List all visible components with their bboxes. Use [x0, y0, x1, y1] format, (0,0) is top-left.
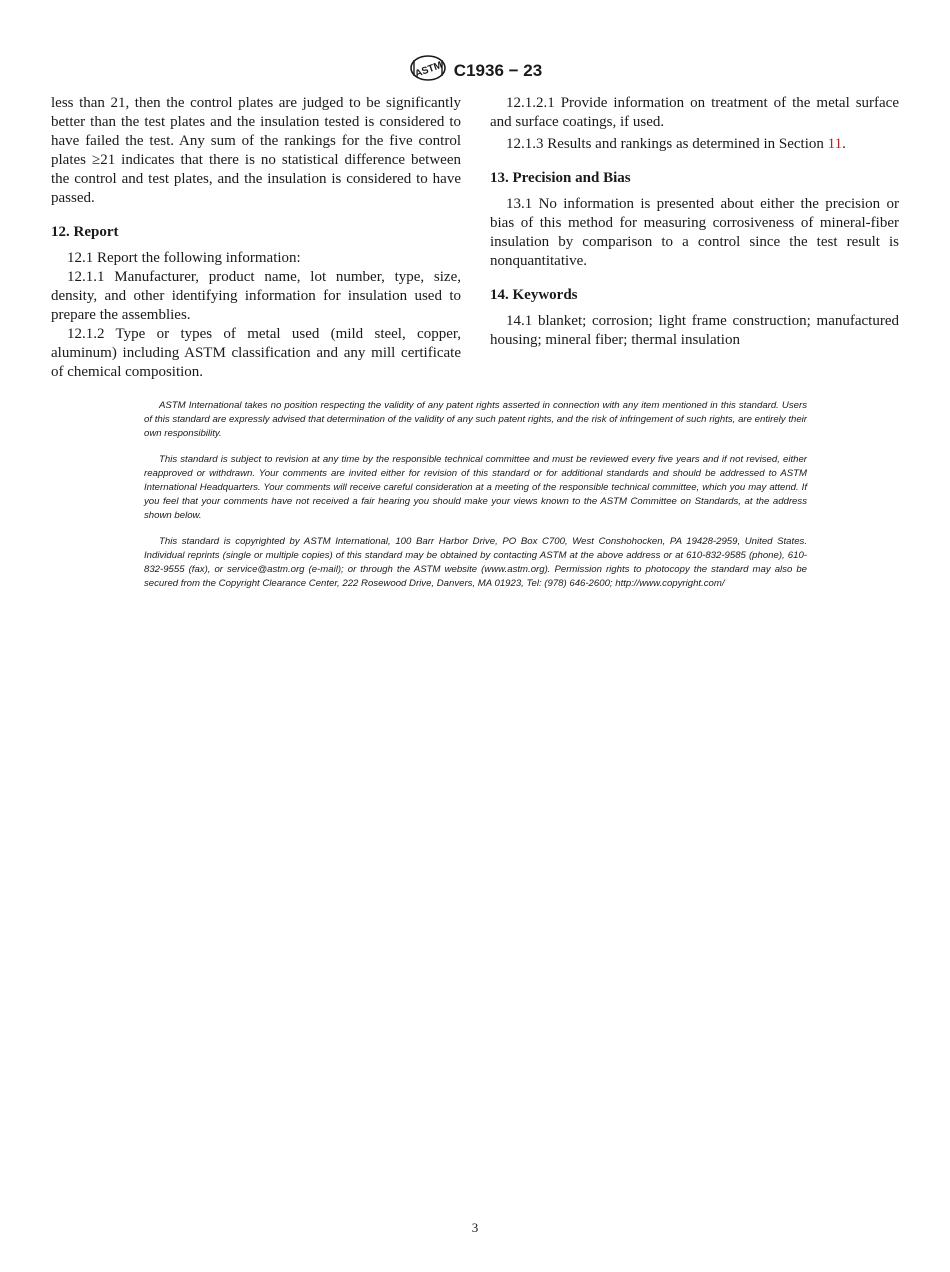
section-11-link[interactable]: 11 — [827, 136, 843, 152]
paragraph-12-1-3-end: . — [842, 136, 846, 152]
svg-text:ASTM: ASTM — [413, 59, 444, 80]
legal-footer — [144, 399, 807, 604]
patent-notice: ASTM International takes no position respecting the validity of any patent rights asserted in connection with any item mentioned in this standard. Users of this standard are expressly advised that determination of the validity of any such patent rights, and the risk of infringement of such rights, are entirely their own responsibility. — [144, 400, 807, 439]
section-heading-keywords: 14. Keywords — [490, 287, 578, 303]
page-header — [0, 54, 950, 87]
paragraph-12-1-3 — [490, 135, 899, 154]
left-column — [51, 94, 461, 382]
paragraph-12-1-2-1: 12.1.2.1 Provide information on treatment of the metal surface and surface coatings, if used. — [490, 95, 899, 130]
astm-logo — [408, 54, 448, 87]
page-number: 3 — [471, 1220, 479, 1235]
copyright-notice: This standard is copyrighted by ASTM International, 100 Barr Harbor Drive, PO Box C700, West Conshohocken, PA 19428-2959, United States. Individual reprints (single or multiple copies) of this standard may be obtained by contacting ASTM at the above address or at 610-832-9585 (phone), 610-832-9555 (fax), or service@astm.org (e-mail); or through the ASTM website (www.astm.org). Permission rights to photocopy the standard may also be secured from the Copyright Clearance Center, 222 Rosewood Drive, Danvers, MA 01923, Tel: (978) 646-2600; http://www.copyright.com/ — [144, 536, 807, 589]
revision-notice: This standard is subject to revision at any time by the responsible technical committee and must be reviewed every five years and if not revised, either reapproved or withdrawn. Your comments are invited either for revision of this standard or for additional standards and should be addressed to ASTM International Headquarters. Your comments will receive careful consideration at a meeting of the responsible technical committee, which you may attend. If you feel that your comments have not received a fair hearing you should make your views known to the ASTM Committee on Standards, at the address shown below. — [144, 454, 807, 521]
paragraph-13-1: 13.1 No information is presented about either the precision or bias of this method for measuring corrosiveness of mineral-fiber insulation by comparison to a control since the test result is nonquantitative. — [490, 196, 899, 269]
right-column — [490, 94, 899, 350]
paragraph-12-1-2: 12.1.2 Type or types of metal used (mild steel, copper, aluminum) including ASTM classification and any mill certificate of chemical composition. — [51, 326, 461, 380]
paragraph-12-1-3-text: 12.1.3 Results and rankings as determined in Section — [506, 136, 828, 152]
paragraph-continuation: less than 21, then the control plates are judged to be significantly better than the test plates and the insulation tested is considered to have failed the test. Any sum of the rankings for the five control plates ≥21 indicates that there is no statistical difference between the control and test plates, and the insulation is considered to have passed. — [51, 95, 461, 206]
paragraph-12-1-1: 12.1.1 Manufacturer, product name, lot number, type, size, density, and other identifying information for insulation used to prepare the assemblies. — [51, 269, 461, 323]
section-heading-report: 12. Report — [51, 224, 119, 240]
document-id: C1936 − 23 — [453, 60, 543, 80]
section-heading-precision-bias: 13. Precision and Bias — [490, 170, 631, 186]
paragraph-12-1: 12.1 Report the following information: — [67, 250, 301, 266]
paragraph-14-1: 14.1 blanket; corrosion; light frame construction; manufactured housing; mineral fiber; thermal insulation — [490, 313, 899, 348]
